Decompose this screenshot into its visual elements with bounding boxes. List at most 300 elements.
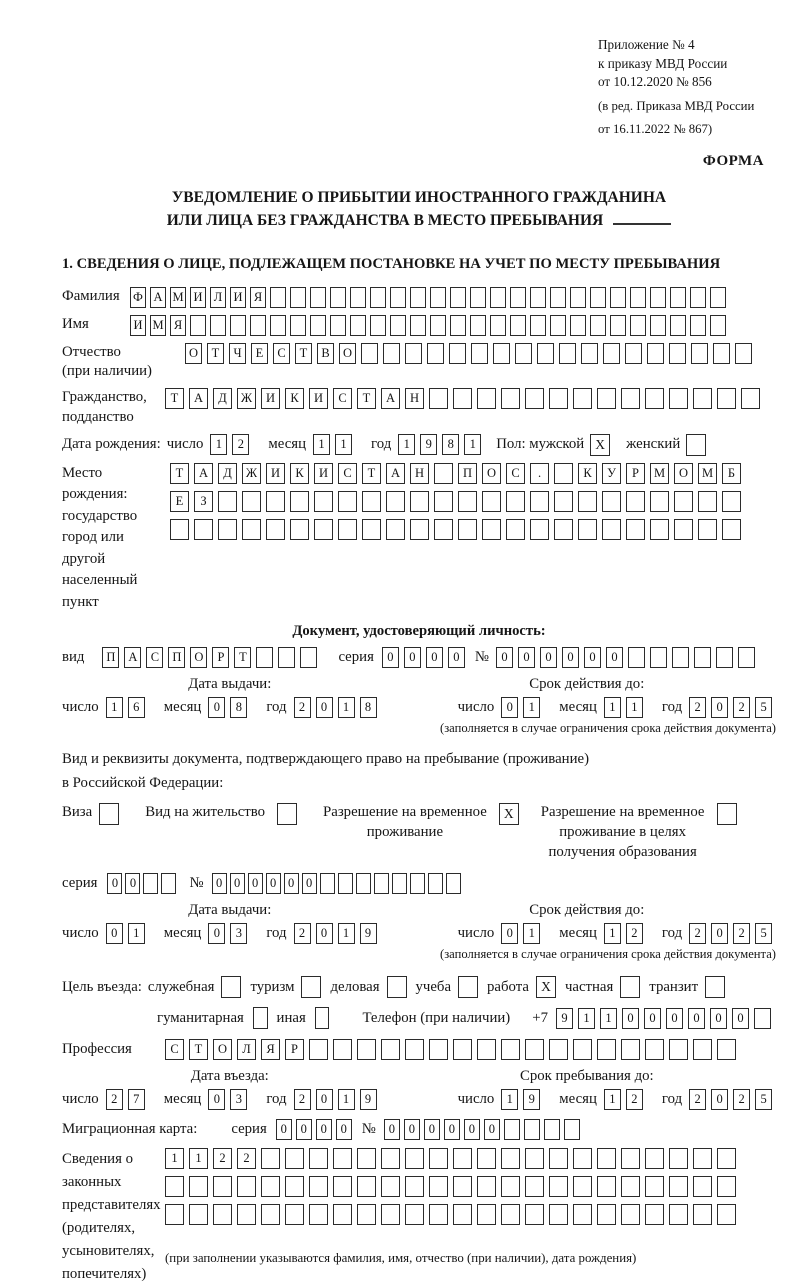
char-cell[interactable] bbox=[525, 388, 544, 409]
char-cell[interactable]: 0 bbox=[666, 1008, 683, 1029]
char-cell[interactable] bbox=[710, 287, 726, 308]
date-part-cells[interactable] bbox=[106, 923, 150, 944]
char-cell[interactable] bbox=[698, 519, 717, 540]
char-cell[interactable] bbox=[669, 1176, 688, 1197]
char-cell[interactable]: 0 bbox=[276, 1119, 292, 1140]
char-cell[interactable]: 0 bbox=[711, 1089, 728, 1110]
date-part-cells[interactable] bbox=[106, 1089, 150, 1110]
representatives-cells-1[interactable] bbox=[165, 1148, 741, 1169]
char-cell[interactable] bbox=[390, 315, 406, 336]
doc-number-cells[interactable] bbox=[496, 647, 760, 668]
char-cell[interactable] bbox=[550, 287, 566, 308]
char-cell[interactable]: 0 bbox=[316, 697, 333, 718]
char-cell[interactable]: П bbox=[168, 647, 185, 668]
char-cell[interactable]: С bbox=[165, 1039, 184, 1060]
char-cell[interactable] bbox=[610, 287, 626, 308]
purpose-work-checkbox[interactable]: X bbox=[536, 976, 556, 998]
char-cell[interactable]: А bbox=[150, 287, 166, 308]
char-cell[interactable] bbox=[501, 1039, 520, 1060]
char-cell[interactable] bbox=[430, 287, 446, 308]
char-cell[interactable] bbox=[357, 1148, 376, 1169]
char-cell[interactable]: 2 bbox=[294, 1089, 311, 1110]
char-cell[interactable]: Л bbox=[210, 287, 226, 308]
char-cell[interactable] bbox=[602, 519, 621, 540]
char-cell[interactable] bbox=[310, 315, 326, 336]
char-cell[interactable]: О bbox=[339, 343, 356, 364]
char-cell[interactable]: 2 bbox=[733, 697, 750, 718]
char-cell[interactable]: К bbox=[290, 463, 309, 484]
char-cell[interactable]: 2 bbox=[294, 923, 311, 944]
char-cell[interactable]: 1 bbox=[338, 697, 355, 718]
purpose-private-checkbox[interactable] bbox=[620, 976, 640, 998]
char-cell[interactable] bbox=[350, 287, 366, 308]
char-cell[interactable] bbox=[314, 519, 333, 540]
char-cell[interactable] bbox=[717, 1039, 736, 1060]
char-cell[interactable] bbox=[434, 491, 453, 512]
purpose-study-checkbox[interactable] bbox=[458, 976, 478, 998]
char-cell[interactable] bbox=[549, 1204, 568, 1225]
char-cell[interactable] bbox=[213, 1176, 232, 1197]
char-cell[interactable]: 1 bbox=[128, 923, 145, 944]
char-cell[interactable]: 1 bbox=[604, 697, 621, 718]
char-cell[interactable] bbox=[515, 343, 532, 364]
char-cell[interactable] bbox=[471, 343, 488, 364]
char-cell[interactable] bbox=[477, 1176, 496, 1197]
char-cell[interactable] bbox=[370, 315, 386, 336]
representatives-cells-2[interactable] bbox=[165, 1176, 741, 1197]
char-cell[interactable]: 0 bbox=[336, 1119, 352, 1140]
char-cell[interactable] bbox=[338, 519, 357, 540]
char-cell[interactable] bbox=[362, 491, 381, 512]
char-cell[interactable] bbox=[386, 519, 405, 540]
char-cell[interactable] bbox=[170, 519, 189, 540]
char-cell[interactable]: 0 bbox=[584, 647, 601, 668]
char-cell[interactable]: 2 bbox=[733, 923, 750, 944]
char-cell[interactable] bbox=[549, 1176, 568, 1197]
char-cell[interactable]: 2 bbox=[294, 697, 311, 718]
char-cell[interactable] bbox=[570, 287, 586, 308]
char-cell[interactable] bbox=[261, 1148, 280, 1169]
char-cell[interactable] bbox=[434, 463, 453, 484]
birth-place-cells-2[interactable] bbox=[170, 491, 746, 512]
residence-number-cells[interactable] bbox=[212, 873, 464, 894]
char-cell[interactable] bbox=[645, 1039, 664, 1060]
char-cell[interactable]: А bbox=[124, 647, 141, 668]
char-cell[interactable]: Л bbox=[237, 1039, 256, 1060]
char-cell[interactable]: С bbox=[273, 343, 290, 364]
date-part-cells[interactable] bbox=[208, 697, 252, 718]
char-cell[interactable]: И bbox=[190, 287, 206, 308]
char-cell[interactable]: 0 bbox=[732, 1008, 749, 1029]
char-cell[interactable] bbox=[510, 287, 526, 308]
char-cell[interactable]: О bbox=[185, 343, 202, 364]
char-cell[interactable] bbox=[717, 1204, 736, 1225]
char-cell[interactable] bbox=[630, 287, 646, 308]
char-cell[interactable]: 0 bbox=[230, 873, 245, 894]
char-cell[interactable] bbox=[501, 1176, 520, 1197]
char-cell[interactable] bbox=[650, 647, 667, 668]
char-cell[interactable]: 2 bbox=[232, 434, 249, 455]
char-cell[interactable]: Д bbox=[213, 388, 232, 409]
char-cell[interactable]: А bbox=[189, 388, 208, 409]
char-cell[interactable] bbox=[278, 647, 295, 668]
char-cell[interactable] bbox=[290, 519, 309, 540]
char-cell[interactable] bbox=[647, 343, 664, 364]
char-cell[interactable] bbox=[501, 388, 520, 409]
char-cell[interactable]: 3 bbox=[230, 923, 247, 944]
char-cell[interactable] bbox=[429, 1148, 448, 1169]
char-cell[interactable] bbox=[350, 315, 366, 336]
char-cell[interactable] bbox=[242, 491, 261, 512]
char-cell[interactable]: 1 bbox=[338, 923, 355, 944]
char-cell[interactable] bbox=[691, 343, 708, 364]
char-cell[interactable] bbox=[390, 287, 406, 308]
char-cell[interactable]: Т bbox=[295, 343, 312, 364]
char-cell[interactable] bbox=[285, 1176, 304, 1197]
date-part-cells[interactable] bbox=[689, 697, 777, 718]
char-cell[interactable]: Я bbox=[261, 1039, 280, 1060]
char-cell[interactable]: Т bbox=[357, 388, 376, 409]
char-cell[interactable] bbox=[597, 1176, 616, 1197]
char-cell[interactable]: 0 bbox=[107, 873, 122, 894]
residence-permit-checkbox[interactable] bbox=[277, 803, 297, 825]
char-cell[interactable]: П bbox=[458, 463, 477, 484]
representatives-cells-3[interactable] bbox=[165, 1204, 741, 1225]
char-cell[interactable] bbox=[218, 519, 237, 540]
char-cell[interactable]: . bbox=[530, 463, 549, 484]
char-cell[interactable] bbox=[578, 491, 597, 512]
char-cell[interactable]: 0 bbox=[644, 1008, 661, 1029]
char-cell[interactable]: С bbox=[146, 647, 163, 668]
char-cell[interactable] bbox=[446, 873, 461, 894]
char-cell[interactable] bbox=[674, 491, 693, 512]
char-cell[interactable]: И bbox=[230, 287, 246, 308]
char-cell[interactable] bbox=[357, 1176, 376, 1197]
char-cell[interactable] bbox=[537, 343, 554, 364]
char-cell[interactable] bbox=[470, 287, 486, 308]
char-cell[interactable]: 0 bbox=[316, 923, 333, 944]
char-cell[interactable]: 0 bbox=[284, 873, 299, 894]
char-cell[interactable] bbox=[250, 315, 266, 336]
char-cell[interactable]: 0 bbox=[266, 873, 281, 894]
char-cell[interactable]: М bbox=[698, 463, 717, 484]
date-part-cells[interactable] bbox=[398, 434, 486, 455]
char-cell[interactable]: Т bbox=[165, 388, 184, 409]
char-cell[interactable]: 2 bbox=[626, 923, 643, 944]
char-cell[interactable] bbox=[453, 1039, 472, 1060]
date-part-cells[interactable] bbox=[604, 697, 648, 718]
char-cell[interactable] bbox=[490, 287, 506, 308]
char-cell[interactable] bbox=[716, 647, 733, 668]
char-cell[interactable]: З bbox=[194, 491, 213, 512]
char-cell[interactable]: 5 bbox=[755, 697, 772, 718]
char-cell[interactable]: 1 bbox=[313, 434, 330, 455]
char-cell[interactable] bbox=[630, 315, 646, 336]
char-cell[interactable] bbox=[694, 647, 711, 668]
char-cell[interactable]: 2 bbox=[689, 697, 706, 718]
char-cell[interactable] bbox=[429, 1176, 448, 1197]
char-cell[interactable] bbox=[405, 1148, 424, 1169]
char-cell[interactable]: Е bbox=[251, 343, 268, 364]
char-cell[interactable] bbox=[338, 873, 353, 894]
char-cell[interactable] bbox=[309, 1148, 328, 1169]
edu-residence-checkbox[interactable] bbox=[717, 803, 737, 825]
date-part-cells[interactable] bbox=[501, 697, 545, 718]
residence-series-cells[interactable] bbox=[107, 873, 179, 894]
char-cell[interactable] bbox=[410, 873, 425, 894]
doc-series-cells[interactable] bbox=[382, 647, 470, 668]
char-cell[interactable] bbox=[581, 343, 598, 364]
char-cell[interactable]: 2 bbox=[106, 1089, 123, 1110]
char-cell[interactable] bbox=[374, 873, 389, 894]
sex-female-checkbox[interactable] bbox=[686, 434, 706, 456]
char-cell[interactable] bbox=[309, 1204, 328, 1225]
char-cell[interactable]: 2 bbox=[689, 923, 706, 944]
char-cell[interactable] bbox=[735, 343, 752, 364]
date-part-cells[interactable] bbox=[294, 1089, 382, 1110]
char-cell[interactable] bbox=[429, 388, 448, 409]
char-cell[interactable] bbox=[713, 343, 730, 364]
char-cell[interactable]: 0 bbox=[711, 923, 728, 944]
temp-residence-checkbox[interactable]: X bbox=[499, 803, 519, 825]
char-cell[interactable]: 0 bbox=[316, 1119, 332, 1140]
char-cell[interactable] bbox=[338, 491, 357, 512]
char-cell[interactable] bbox=[450, 287, 466, 308]
char-cell[interactable] bbox=[290, 491, 309, 512]
char-cell[interactable] bbox=[453, 1204, 472, 1225]
char-cell[interactable] bbox=[405, 343, 422, 364]
char-cell[interactable] bbox=[554, 463, 573, 484]
char-cell[interactable]: 0 bbox=[501, 923, 518, 944]
char-cell[interactable]: 0 bbox=[248, 873, 263, 894]
char-cell[interactable] bbox=[290, 287, 306, 308]
char-cell[interactable] bbox=[381, 1204, 400, 1225]
char-cell[interactable] bbox=[597, 1039, 616, 1060]
char-cell[interactable] bbox=[672, 647, 689, 668]
char-cell[interactable] bbox=[628, 647, 645, 668]
char-cell[interactable]: 0 bbox=[316, 1089, 333, 1110]
char-cell[interactable] bbox=[693, 388, 712, 409]
purpose-official-checkbox[interactable] bbox=[221, 976, 241, 998]
char-cell[interactable] bbox=[506, 491, 525, 512]
char-cell[interactable] bbox=[524, 1119, 540, 1140]
char-cell[interactable]: 0 bbox=[212, 873, 227, 894]
char-cell[interactable] bbox=[290, 315, 306, 336]
char-cell[interactable]: 0 bbox=[404, 647, 421, 668]
char-cell[interactable]: 1 bbox=[578, 1008, 595, 1029]
char-cell[interactable] bbox=[357, 1204, 376, 1225]
char-cell[interactable]: 0 bbox=[518, 647, 535, 668]
char-cell[interactable]: М bbox=[150, 315, 166, 336]
char-cell[interactable] bbox=[670, 315, 686, 336]
purpose-tourism-checkbox[interactable] bbox=[301, 976, 321, 998]
char-cell[interactable] bbox=[590, 315, 606, 336]
char-cell[interactable]: Ф bbox=[130, 287, 146, 308]
char-cell[interactable]: 1 bbox=[604, 1089, 621, 1110]
char-cell[interactable] bbox=[573, 1148, 592, 1169]
char-cell[interactable]: 0 bbox=[208, 697, 225, 718]
char-cell[interactable] bbox=[165, 1204, 184, 1225]
char-cell[interactable] bbox=[309, 1039, 328, 1060]
char-cell[interactable]: Я bbox=[170, 315, 186, 336]
char-cell[interactable] bbox=[410, 519, 429, 540]
char-cell[interactable]: Т bbox=[207, 343, 224, 364]
char-cell[interactable] bbox=[453, 388, 472, 409]
char-cell[interactable] bbox=[549, 1039, 568, 1060]
char-cell[interactable] bbox=[427, 343, 444, 364]
char-cell[interactable] bbox=[194, 519, 213, 540]
sex-male-checkbox[interactable]: X bbox=[590, 434, 610, 456]
char-cell[interactable]: 0 bbox=[426, 647, 443, 668]
char-cell[interactable] bbox=[554, 491, 573, 512]
char-cell[interactable] bbox=[670, 287, 686, 308]
char-cell[interactable]: К bbox=[285, 388, 304, 409]
char-cell[interactable]: 0 bbox=[496, 647, 513, 668]
char-cell[interactable] bbox=[693, 1148, 712, 1169]
char-cell[interactable]: Р bbox=[212, 647, 229, 668]
char-cell[interactable] bbox=[710, 315, 726, 336]
char-cell[interactable]: М bbox=[650, 463, 669, 484]
char-cell[interactable]: И bbox=[261, 388, 280, 409]
char-cell[interactable] bbox=[690, 315, 706, 336]
char-cell[interactable] bbox=[493, 343, 510, 364]
char-cell[interactable]: И bbox=[266, 463, 285, 484]
char-cell[interactable] bbox=[530, 519, 549, 540]
char-cell[interactable] bbox=[690, 287, 706, 308]
char-cell[interactable] bbox=[314, 491, 333, 512]
char-cell[interactable]: 0 bbox=[711, 697, 728, 718]
char-cell[interactable]: 0 bbox=[125, 873, 140, 894]
char-cell[interactable]: 0 bbox=[448, 647, 465, 668]
char-cell[interactable]: А bbox=[381, 388, 400, 409]
char-cell[interactable] bbox=[602, 491, 621, 512]
char-cell[interactable] bbox=[597, 388, 616, 409]
char-cell[interactable] bbox=[362, 519, 381, 540]
char-cell[interactable] bbox=[650, 491, 669, 512]
char-cell[interactable]: О bbox=[482, 463, 501, 484]
char-cell[interactable] bbox=[669, 1204, 688, 1225]
char-cell[interactable] bbox=[237, 1176, 256, 1197]
char-cell[interactable] bbox=[741, 388, 760, 409]
char-cell[interactable] bbox=[510, 315, 526, 336]
char-cell[interactable] bbox=[674, 519, 693, 540]
char-cell[interactable] bbox=[410, 491, 429, 512]
char-cell[interactable] bbox=[626, 491, 645, 512]
char-cell[interactable]: Н bbox=[405, 388, 424, 409]
char-cell[interactable]: 8 bbox=[442, 434, 459, 455]
char-cell[interactable] bbox=[573, 1204, 592, 1225]
patronymic-cells[interactable] bbox=[185, 343, 757, 364]
date-part-cells[interactable] bbox=[106, 697, 150, 718]
char-cell[interactable] bbox=[626, 519, 645, 540]
char-cell[interactable]: 1 bbox=[106, 697, 123, 718]
char-cell[interactable] bbox=[573, 388, 592, 409]
char-cell[interactable]: 9 bbox=[420, 434, 437, 455]
char-cell[interactable] bbox=[597, 1148, 616, 1169]
char-cell[interactable]: 1 bbox=[501, 1089, 518, 1110]
char-cell[interactable]: И bbox=[309, 388, 328, 409]
char-cell[interactable]: Ч bbox=[229, 343, 246, 364]
char-cell[interactable] bbox=[597, 1204, 616, 1225]
char-cell[interactable] bbox=[453, 1148, 472, 1169]
char-cell[interactable]: Т bbox=[234, 647, 251, 668]
char-cell[interactable] bbox=[161, 873, 176, 894]
char-cell[interactable] bbox=[482, 491, 501, 512]
char-cell[interactable] bbox=[450, 315, 466, 336]
char-cell[interactable]: 1 bbox=[626, 697, 643, 718]
char-cell[interactable] bbox=[525, 1204, 544, 1225]
char-cell[interactable]: 7 bbox=[128, 1089, 145, 1110]
char-cell[interactable] bbox=[285, 1204, 304, 1225]
char-cell[interactable] bbox=[430, 315, 446, 336]
char-cell[interactable] bbox=[477, 388, 496, 409]
char-cell[interactable]: И bbox=[314, 463, 333, 484]
purpose-business-checkbox[interactable] bbox=[387, 976, 407, 998]
doc-type-cells[interactable] bbox=[102, 647, 322, 668]
given-name-cells[interactable] bbox=[130, 315, 730, 336]
char-cell[interactable] bbox=[333, 1039, 352, 1060]
char-cell[interactable] bbox=[434, 519, 453, 540]
char-cell[interactable]: 1 bbox=[338, 1089, 355, 1110]
date-part-cells[interactable] bbox=[501, 1089, 545, 1110]
char-cell[interactable] bbox=[392, 873, 407, 894]
char-cell[interactable] bbox=[256, 647, 273, 668]
char-cell[interactable] bbox=[285, 1148, 304, 1169]
char-cell[interactable]: О bbox=[213, 1039, 232, 1060]
char-cell[interactable] bbox=[381, 1039, 400, 1060]
char-cell[interactable] bbox=[410, 287, 426, 308]
date-part-cells[interactable] bbox=[604, 1089, 648, 1110]
char-cell[interactable] bbox=[405, 1039, 424, 1060]
char-cell[interactable]: 6 bbox=[128, 697, 145, 718]
char-cell[interactable] bbox=[590, 287, 606, 308]
char-cell[interactable]: 8 bbox=[230, 697, 247, 718]
char-cell[interactable]: 0 bbox=[562, 647, 579, 668]
char-cell[interactable] bbox=[525, 1148, 544, 1169]
char-cell[interactable] bbox=[266, 519, 285, 540]
char-cell[interactable]: 8 bbox=[360, 697, 377, 718]
char-cell[interactable] bbox=[554, 519, 573, 540]
char-cell[interactable]: 2 bbox=[213, 1148, 232, 1169]
char-cell[interactable] bbox=[559, 343, 576, 364]
date-part-cells[interactable] bbox=[604, 923, 648, 944]
char-cell[interactable] bbox=[261, 1204, 280, 1225]
char-cell[interactable] bbox=[357, 1039, 376, 1060]
char-cell[interactable]: 2 bbox=[689, 1089, 706, 1110]
char-cell[interactable]: Р bbox=[626, 463, 645, 484]
char-cell[interactable]: С bbox=[338, 463, 357, 484]
char-cell[interactable] bbox=[693, 1204, 712, 1225]
char-cell[interactable] bbox=[717, 388, 736, 409]
char-cell[interactable] bbox=[504, 1119, 520, 1140]
char-cell[interactable]: Я bbox=[250, 287, 266, 308]
date-part-cells[interactable] bbox=[313, 434, 357, 455]
char-cell[interactable]: 1 bbox=[523, 697, 540, 718]
char-cell[interactable] bbox=[525, 1176, 544, 1197]
char-cell[interactable] bbox=[610, 315, 626, 336]
char-cell[interactable] bbox=[190, 315, 206, 336]
char-cell[interactable] bbox=[213, 1204, 232, 1225]
migration-series-cells[interactable] bbox=[276, 1119, 356, 1140]
char-cell[interactable]: 0 bbox=[106, 923, 123, 944]
char-cell[interactable] bbox=[501, 1148, 520, 1169]
char-cell[interactable] bbox=[242, 519, 261, 540]
char-cell[interactable]: 9 bbox=[556, 1008, 573, 1029]
date-part-cells[interactable] bbox=[689, 923, 777, 944]
char-cell[interactable] bbox=[309, 1176, 328, 1197]
char-cell[interactable] bbox=[621, 1148, 640, 1169]
char-cell[interactable] bbox=[669, 388, 688, 409]
